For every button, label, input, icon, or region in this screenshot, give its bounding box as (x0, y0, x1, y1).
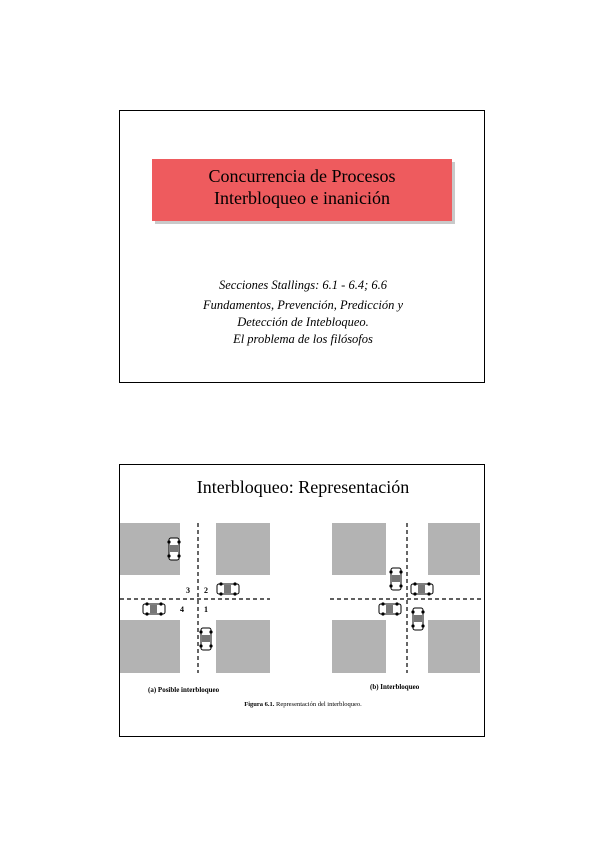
intersection-b-diagram (330, 523, 486, 678)
car-icon (411, 608, 424, 630)
title-banner (152, 159, 452, 221)
car-icon (379, 602, 401, 615)
title-line-1: Concurrencia de Procesos (208, 166, 396, 186)
slide-2 (119, 464, 485, 737)
car-icon (389, 568, 402, 590)
quadrant-label-1: 1 (204, 605, 208, 614)
figure-text: Representación del interbloqueo. (276, 701, 362, 708)
car-icon (199, 628, 212, 650)
intersection-a-diagram (120, 523, 280, 678)
car-icon (167, 538, 180, 560)
car-icon (411, 582, 433, 595)
topics-line-3: El problema de los filósofos (233, 332, 373, 346)
block-bottom-right (216, 620, 270, 673)
block-top-right (428, 523, 480, 575)
figure-label: Figura 6.1. (244, 701, 275, 708)
slide-1 (119, 110, 485, 383)
quadrant-label-3: 3 (186, 586, 190, 595)
topics-line-1: Fundamentos, Prevención, Predicción y (202, 298, 404, 312)
car-icon (217, 582, 239, 595)
quadrant-label-4: 4 (180, 605, 184, 614)
caption-b: (b) Interbloqueo (370, 683, 420, 691)
block-top-left (332, 523, 386, 575)
slide-2-title: Interbloqueo: Representación (196, 477, 410, 497)
figure-caption (120, 701, 486, 708)
title-line-2: Interbloqueo e inanición (214, 188, 390, 208)
topics-line-2: Detección de Intebloqueo. (237, 315, 369, 329)
block-bottom-left (120, 620, 180, 673)
car-icon (143, 602, 165, 615)
block-top-right (216, 523, 270, 575)
block-bottom-right (428, 620, 480, 673)
block-bottom-left (332, 620, 386, 673)
sections-line: Secciones Stallings: 6.1 - 6.4; 6.6 (218, 278, 388, 292)
caption-a: (a) Posible interbloqueo (148, 686, 220, 694)
quadrant-label-2: 2 (204, 586, 208, 595)
